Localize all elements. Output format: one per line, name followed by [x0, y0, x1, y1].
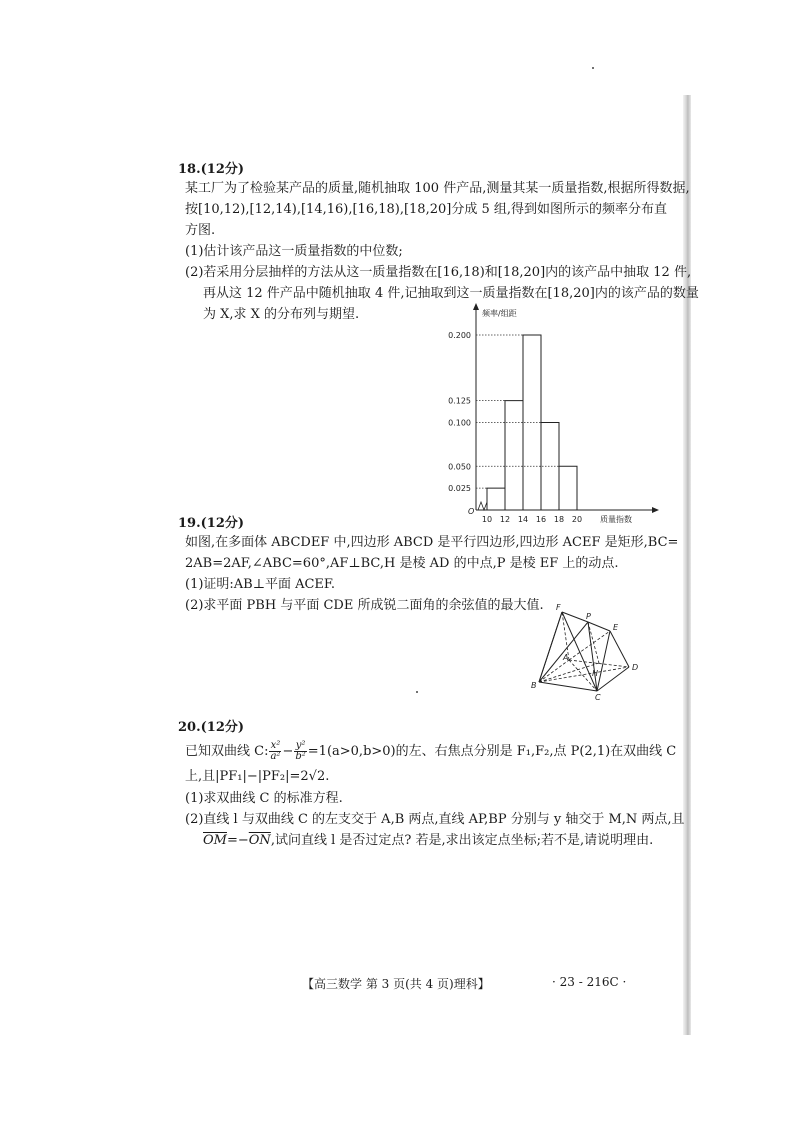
- vertex-label-A: A: [563, 653, 569, 662]
- vertex-label-D: D: [632, 663, 639, 672]
- frac1-numerator: x²: [270, 740, 281, 751]
- fraction-y2-b2: [294, 741, 306, 762]
- y-tick-label: 0.125: [448, 396, 471, 406]
- vector-OM: $\overline{OM}$: [203, 833, 227, 848]
- histogram-bar-14-16: [523, 335, 541, 510]
- y-axis-label: 频率/组距: [482, 309, 517, 318]
- q20-prefix: 已知双曲线 C:: [185, 744, 269, 759]
- x-tick-label: 10: [481, 515, 493, 524]
- y-axis-arrow: [473, 303, 479, 310]
- histogram-bar-16-18: [541, 423, 559, 511]
- q20-text-line2: 上,且|PF₁|−|PF₂|=2√2.: [185, 769, 330, 784]
- q19-header: 19.(12分): [178, 516, 245, 531]
- q18-part2-line2: 再从这 12 件产品中随机抽取 4 件,记抽取到这一质量指数在[18,20]内的该产品的数量: [203, 286, 699, 301]
- x-axis-label: 质量指数: [600, 515, 632, 524]
- q18-text-line2: 按[10,12),[12,14),[14,16),[16,18),[18,20]分成 5 组,得到如图所示的频率分布直: [185, 202, 667, 217]
- polyhedron-figure: [525, 600, 665, 700]
- histogram-bar-10-12: [487, 488, 505, 510]
- axis-break-mark: [478, 502, 487, 510]
- minus-sign: −: [282, 744, 294, 759]
- vertex-label-C: C: [595, 693, 601, 700]
- vector-ON: $\overline{ON}$: [248, 833, 271, 848]
- frac2-numerator: y²: [295, 740, 306, 751]
- x-tick-label: 16: [535, 515, 547, 524]
- x-tick-label: 14: [517, 515, 529, 524]
- y-tick-label: 0.025: [448, 484, 471, 494]
- q20-part2-line2: [203, 832, 653, 850]
- q20-part1: (1)求双曲线 C 的标准方程.: [185, 791, 343, 806]
- q18-header: 18.(12分): [178, 162, 245, 177]
- frac2-denominator: b²: [295, 751, 306, 762]
- q18-text-line1: 某工厂为了检验某产品的质量,随机抽取 100 件产品,测量其某一质量指数,根据所得数据,: [185, 181, 690, 196]
- equals-negative: =−: [226, 833, 249, 848]
- q18-text-line3: 方图.: [185, 223, 216, 238]
- scan-speck: [416, 691, 418, 693]
- x-axis-arrow: [652, 507, 659, 513]
- scan-speck: [592, 67, 594, 69]
- vertex-label-E: E: [613, 623, 619, 632]
- y-tick-label: 0.200: [448, 331, 471, 340]
- footer-code: · 23 - 216C ·: [552, 975, 627, 989]
- vertex-label-F: F: [556, 603, 561, 612]
- vertex-label-P: P: [586, 612, 591, 621]
- y-tick-label: 0.050: [448, 462, 471, 472]
- x-tick-label: 12: [499, 515, 511, 524]
- y-tick-label: 0.100: [448, 418, 471, 428]
- histogram-bar-18-20: [559, 466, 577, 510]
- q19-text-line2: 2AB=2AF,∠ABC=60°,AF⊥BC,H 是棱 AD 的中点,P 是棱 EF 上的动点.: [185, 556, 619, 571]
- q19-part1: (1)证明:AB⊥平面 ACEF.: [185, 577, 336, 592]
- vertex-label-H: H: [592, 669, 599, 678]
- q19-text-line1: 如图,在多面体 ABCDEF 中,四边形 ABCD 是平行四边形,四边形 ACEF 是矩形,BC=: [185, 535, 679, 550]
- q20-part2-rest: ,试问直线 l 是否过定点? 若是,求出该定点坐标;若不是,请说明理由.: [270, 833, 654, 848]
- q20-suffix: =1(a>0,b>0)的左、右焦点分别是 F₁,F₂,点 P(2,1)在双曲线 C: [307, 744, 677, 759]
- q18-part2-line1: (2)若采用分层抽样的方法从这一质量指数在[16,18)和[18,20]内的该产品中抽取 12 件,: [185, 265, 692, 280]
- x-tick-label: 18: [553, 515, 565, 524]
- frac1-denominator: a²: [270, 751, 281, 762]
- page-edge-shadow: [683, 95, 691, 1035]
- q20-text-line1: [185, 738, 676, 766]
- origin-label: O: [468, 507, 475, 516]
- q18-part1: (1)估计该产品这一质量指数的中位数;: [185, 244, 403, 259]
- q20-header: 20.(12分): [178, 720, 245, 735]
- footer-page-info: 【高三数学 第 3 页(共 4 页)理科】: [302, 977, 490, 991]
- x-tick-label: 20: [571, 515, 583, 524]
- q20-part2-line1: (2)直线 l 与双曲线 C 的左支交于 A,B 两点,直线 AP,BP 分别与 y 轴交于 M,N 两点,且: [185, 812, 685, 827]
- vertex-label-B: B: [531, 681, 537, 690]
- histogram-bar-12-14: [505, 401, 523, 510]
- fraction-x2-a2: [269, 741, 281, 762]
- frequency-histogram: [430, 300, 660, 530]
- q18-part2-line3: 为 X,求 X 的分布列与期望.: [203, 307, 360, 322]
- q19-part2: (2)求平面 PBH 与平面 CDE 所成锐二面角的余弦值的最大值.: [185, 598, 544, 613]
